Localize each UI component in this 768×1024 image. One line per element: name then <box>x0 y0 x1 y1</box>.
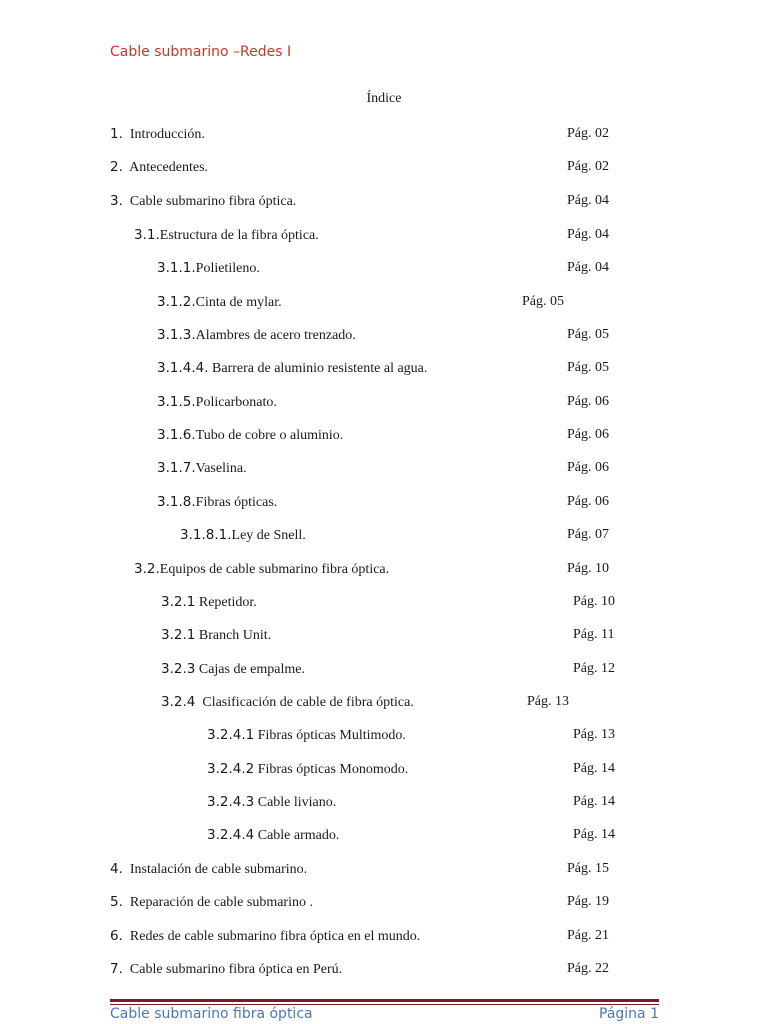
toc-entry-label: Clasificación de cable de fibra óptica. <box>202 695 414 710</box>
toc-entry-page: Pág. 06 <box>567 394 609 409</box>
page-header: Cable submarino –Redes I <box>110 44 292 60</box>
toc-entry <box>134 226 319 244</box>
toc-entry-label: Alambres de acero trenzado. <box>195 328 356 343</box>
toc-entry <box>161 693 414 711</box>
toc-entry-label: Tubo de cobre o aluminio. <box>195 428 344 443</box>
toc-entry-number: 5. <box>110 894 123 910</box>
toc-entry <box>161 626 271 644</box>
toc-entry-number: 4. <box>110 861 123 877</box>
toc-entry-page: Pág. 13 <box>573 727 615 742</box>
toc-entry-page: Pág. 02 <box>567 159 609 174</box>
toc-entry-page: Pág. 14 <box>573 827 615 842</box>
toc-entry <box>157 393 277 411</box>
toc-entry <box>110 893 313 911</box>
footer-rule <box>110 999 659 1002</box>
toc-entry-number: 3.2.4.3 <box>207 794 255 810</box>
toc-entry-page: Pág. 11 <box>573 627 615 642</box>
toc-entry <box>207 826 339 844</box>
toc-entry-label: Antecedentes. <box>129 160 209 175</box>
toc-entry-label: Cable submarino fibra óptica. <box>129 194 297 209</box>
toc-entry-page: Pág. 06 <box>567 460 609 475</box>
toc-entry-number: 3.2. <box>134 561 160 577</box>
toc-entry-label: Cable armado. <box>257 828 340 843</box>
toc-entry <box>180 526 306 544</box>
toc-entry-page: Pág. 19 <box>567 894 609 909</box>
toc-entry-page: Pág. 15 <box>567 861 609 876</box>
toc-entry <box>157 293 282 311</box>
toc-entry-label: Redes de cable submarino fibra óptica en el mundo. <box>129 929 421 944</box>
toc-entry-page: Pág. 06 <box>567 427 609 442</box>
toc-entry-page: Pág. 10 <box>567 561 609 576</box>
toc-entry-number: 3.1. <box>134 227 160 243</box>
toc-entry-number: 7. <box>110 961 123 977</box>
toc-entry-number: 3.2.1 <box>161 594 196 610</box>
toc-entry-page: Pág. 06 <box>567 494 609 509</box>
toc-entry <box>134 560 389 578</box>
footer-rule-thin <box>110 1004 659 1005</box>
toc-entry-number: 3.1.3. <box>157 327 196 343</box>
toc-entry-page: Pág. 05 <box>567 327 609 342</box>
toc-entry-label: Cinta de mylar. <box>195 295 282 310</box>
toc-entry-label: Branch Unit. <box>198 628 272 643</box>
toc-entry-number: 3.2.4.1 <box>207 727 255 743</box>
toc-entry-number: 3.2.4 <box>161 694 196 710</box>
toc-entry-page: Pág. 07 <box>567 527 609 542</box>
toc-entry-number: 3.1.1. <box>157 260 196 276</box>
toc-entry-number: 3.1.8.1. <box>180 527 232 543</box>
toc-entry-number: 3.2.1 <box>161 627 196 643</box>
toc-entry-label: Equipos de cable submarino fibra óptica. <box>159 562 390 577</box>
toc-entry <box>110 192 296 210</box>
toc-entry <box>161 660 305 678</box>
toc-entry <box>157 426 343 444</box>
toc-entry-label: Cable liviano. <box>257 795 337 810</box>
toc-entry-number: 2. <box>110 159 123 175</box>
toc-entry-number: 6. <box>110 928 123 944</box>
toc-entry-number: 1. <box>110 126 123 142</box>
toc-entry-number: 3. <box>110 193 123 209</box>
toc-entry-page: Pág. 14 <box>573 794 615 809</box>
toc-entry <box>207 760 408 778</box>
toc-entry-label: Fibras ópticas Monomodo. <box>257 762 409 777</box>
toc-entry-label: Barrera de aluminio resistente al agua. <box>212 361 428 376</box>
toc-entry-number: 3.2.4.4 <box>207 827 255 843</box>
toc-entry-page: Pág. 10 <box>573 594 615 609</box>
toc-entry <box>110 927 420 945</box>
toc-entry-label: Policarbonato. <box>195 395 277 410</box>
footer-page-number: Página 1 <box>599 1006 659 1022</box>
toc-entry-page: Pág. 14 <box>573 761 615 776</box>
toc-entry <box>161 593 257 611</box>
toc-entry-label: Instalación de cable submarino. <box>129 862 308 877</box>
toc-entry <box>207 726 406 744</box>
toc-entry-page: Pág. 13 <box>527 694 569 709</box>
toc-entry-page: Pág. 04 <box>567 227 609 242</box>
toc-entry-number: 3.2.4.2 <box>207 761 255 777</box>
toc-entry-number: 3.1.4.4. <box>157 360 209 376</box>
toc-title: Índice <box>366 91 402 106</box>
toc-entry-page: Pág. 12 <box>573 661 615 676</box>
toc-entry-label: Cable submarino fibra óptica en Perú. <box>129 962 343 977</box>
toc-entry <box>110 960 342 978</box>
toc-entry <box>157 259 260 277</box>
toc-entry-label: Estructura de la fibra óptica. <box>159 228 319 243</box>
toc-entry-page: Pág. 21 <box>567 928 609 943</box>
toc-entry-page: Pág. 04 <box>567 193 609 208</box>
toc-entry-label: Ley de Snell. <box>231 528 306 543</box>
toc-entry-number: 3.1.2. <box>157 294 196 310</box>
toc-entry-label: Cajas de empalme. <box>198 662 305 677</box>
toc-entry-number: 3.2.3 <box>161 661 196 677</box>
toc-entry-label: Fibras ópticas Multimodo. <box>257 728 406 743</box>
toc-entry-number: 3.1.7. <box>157 460 196 476</box>
toc-entry-page: Pág. 02 <box>567 126 609 141</box>
toc-entry-label: Fibras ópticas. <box>195 495 278 510</box>
toc-entry-label: Polietileno. <box>195 261 260 276</box>
toc-entry-label: Reparación de cable submarino . <box>129 895 313 910</box>
toc-entry <box>110 125 205 143</box>
toc-entry-number: 3.1.6. <box>157 427 196 443</box>
toc-entry <box>157 459 247 477</box>
toc-entry-number: 3.1.5. <box>157 394 196 410</box>
toc-entry-page: Pág. 04 <box>567 260 609 275</box>
footer-document-title: Cable submarino fibra óptica <box>110 1006 313 1022</box>
toc-entry <box>157 326 356 344</box>
toc-entry-page: Pág. 22 <box>567 961 609 976</box>
toc-entry-page: Pág. 05 <box>522 294 564 309</box>
toc-entry-label: Vaselina. <box>195 461 247 476</box>
toc-entry <box>157 493 277 511</box>
toc-entry <box>110 860 307 878</box>
toc-entry-label: Introducción. <box>129 127 205 142</box>
toc-entry-page: Pág. 05 <box>567 360 609 375</box>
toc-entry <box>110 158 208 176</box>
toc-entry <box>207 793 336 811</box>
toc-entry-number: 3.1.8. <box>157 494 196 510</box>
toc-entry-label: Repetidor. <box>198 595 257 610</box>
toc-entry <box>157 359 427 377</box>
